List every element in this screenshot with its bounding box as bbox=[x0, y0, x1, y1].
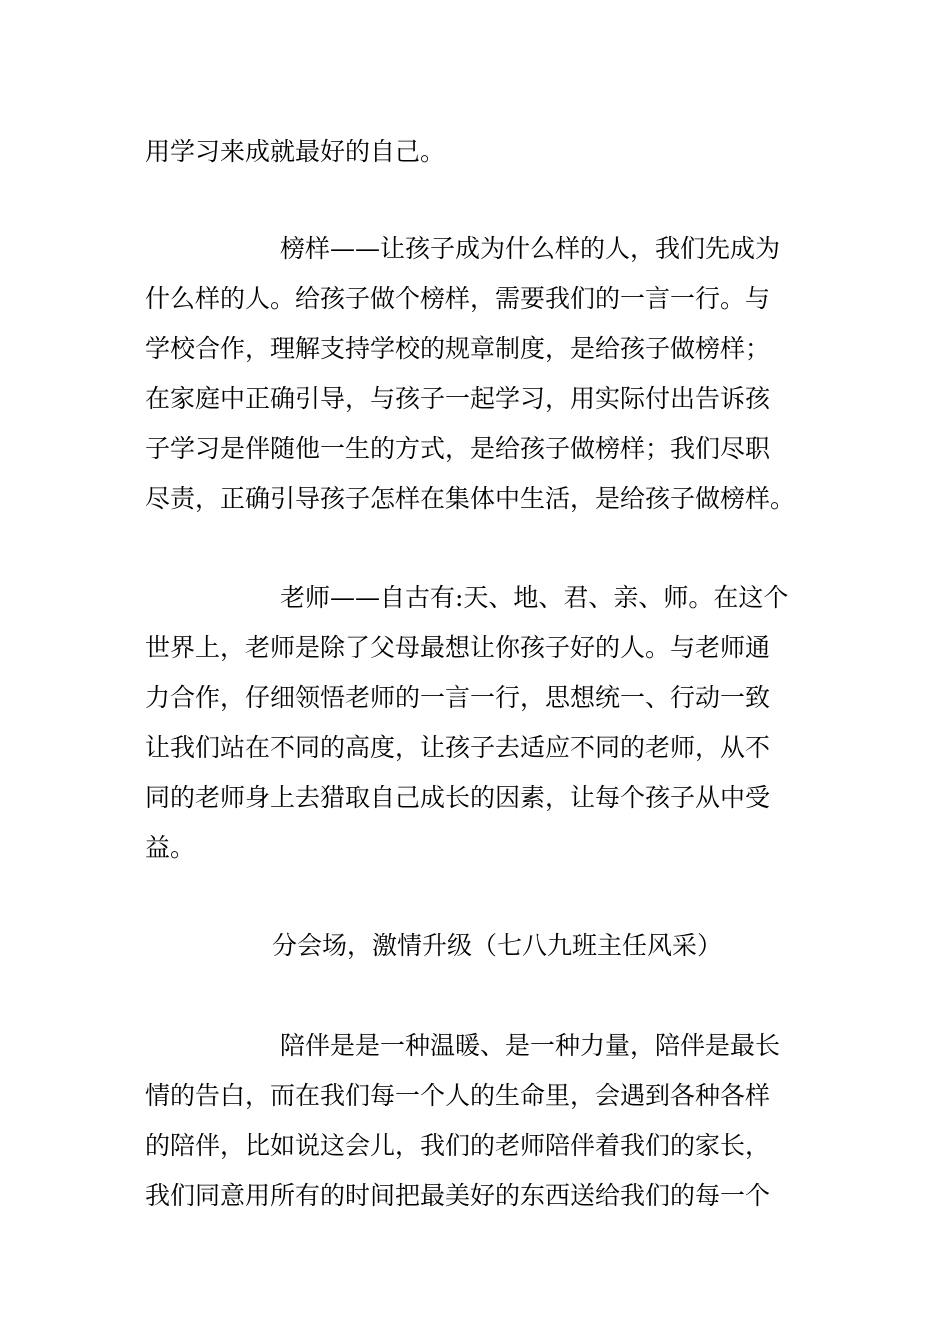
paragraph-line: 子学习是伴随他一生的方式，是给孩子做榜样；我们尽职 bbox=[145, 434, 771, 463]
paragraph-line: 用学习来成就最好的自己。 bbox=[145, 137, 446, 166]
paragraph-line: 学校合作，理解支持学校的规章制度，是给孩子做榜样； bbox=[145, 334, 771, 363]
paragraph-line: 力合作，仔细领悟老师的一言一行，思想统一、行动一致 bbox=[145, 683, 771, 712]
paragraph-line: 什么样的人。给孩子做个榜样，需要我们的一言一行。与 bbox=[145, 284, 771, 313]
paragraph-line: 益。 bbox=[145, 833, 196, 862]
section-heading: 分会场，激情升级（七八九班主任风采） bbox=[272, 931, 723, 960]
paragraph-line: 的陪伴，比如说这会儿，我们的老师陪伴着我们的家长， bbox=[145, 1131, 771, 1160]
paragraph-line: 在家庭中正确引导，与孩子一起学习，用实际付出告诉孩 bbox=[145, 384, 771, 413]
paragraph-first-line: 陪伴是是一种温暖、是一种力量，陪伴是最长 bbox=[280, 1031, 781, 1060]
paragraph-first-line: 老师——自古有:天、地、君、亲、师。在这个 bbox=[280, 583, 789, 612]
paragraph-line: 让我们站在不同的高度，让孩子去适应不同的老师，从不 bbox=[145, 733, 771, 762]
paragraph-line: 情的告白，而在我们每一个人的生命里，会遇到各种各样 bbox=[145, 1081, 771, 1110]
paragraph-line: 世界上，老师是除了父母最想让你孩子好的人。与老师通 bbox=[145, 633, 771, 662]
paragraph-first-line: 榜样——让孩子成为什么样的人，我们先成为 bbox=[280, 234, 781, 263]
paragraph-line: 尽责，正确引导孩子怎样在集体中生活，是给孩子做榜样。 bbox=[145, 484, 796, 513]
paragraph-line: 同的老师身上去猎取自己成长的因素，让每个孩子从中受 bbox=[145, 783, 771, 812]
paragraph-line: 我们同意用所有的时间把最美好的东西送给我们的每一个 bbox=[145, 1181, 771, 1210]
